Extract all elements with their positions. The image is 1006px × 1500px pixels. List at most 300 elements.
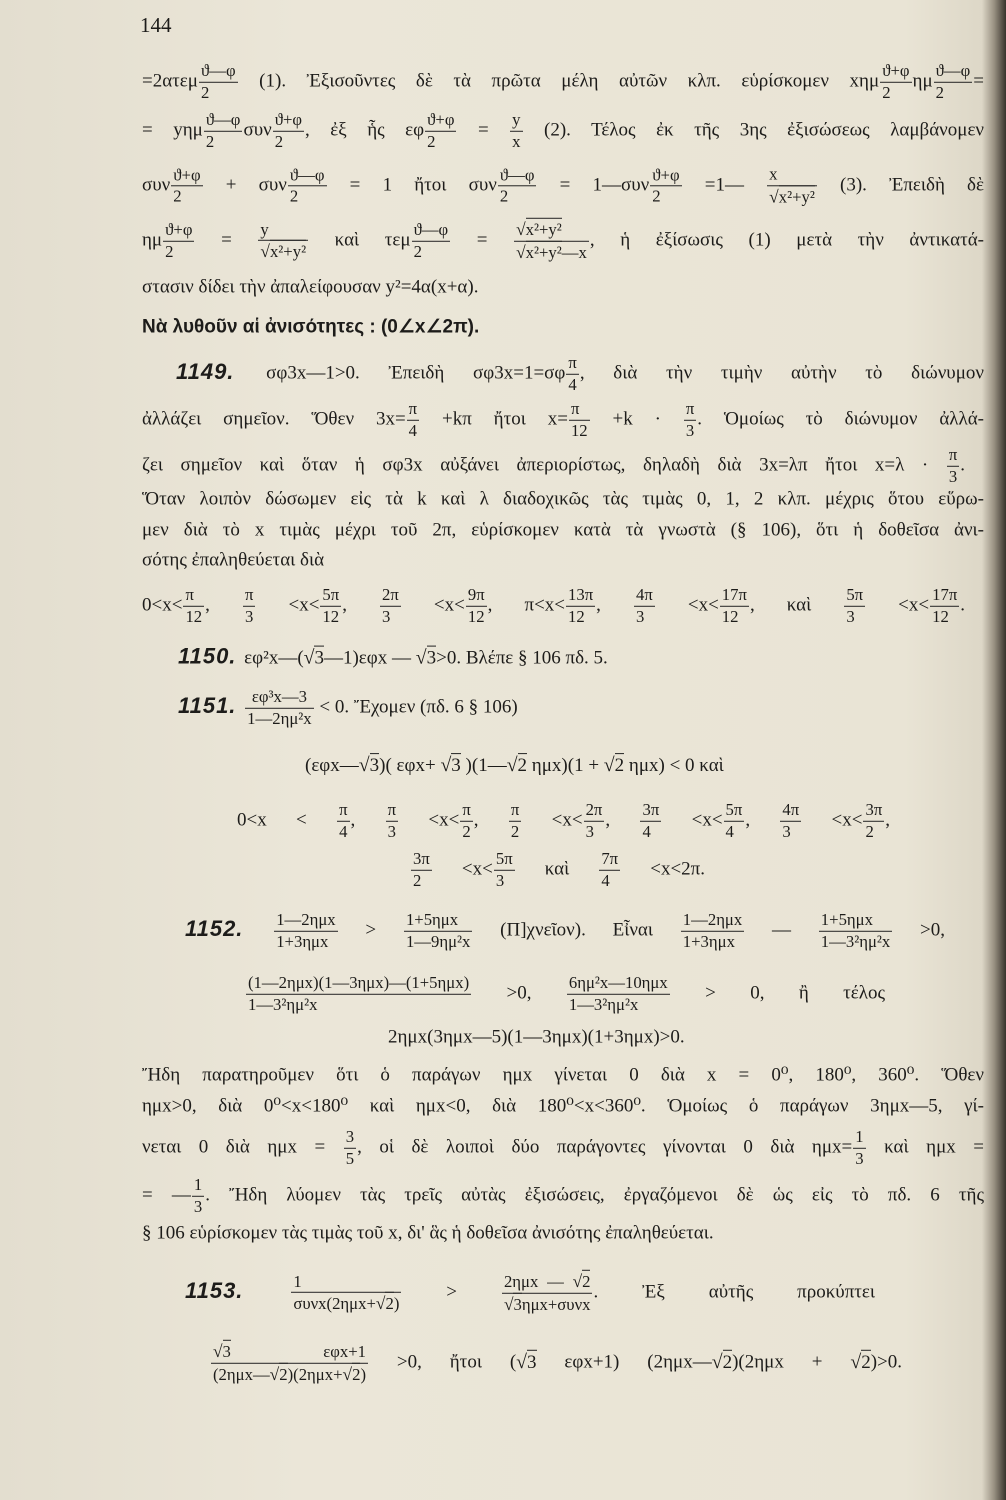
text-run: x²+y² [269,242,307,261]
fraction-numerator [460,801,472,822]
fraction [460,801,472,841]
text-run: ημx+συνx [521,1294,591,1314]
text-run: συν [243,119,272,141]
fraction-denominator [947,467,959,487]
square-root [440,755,460,776]
text-run: , π<x< [487,594,566,616]
text-run: 4 [408,420,418,440]
text-run: π [510,799,520,819]
text-line [142,489,984,512]
fraction-numerator [569,400,590,421]
fraction [509,801,521,841]
text-run: x [512,131,521,151]
fraction-denominator [407,421,419,441]
text-run: <x<2π. [621,858,705,880]
fraction-numerator [514,220,589,242]
text-run [239,696,244,717]
fraction [514,220,589,262]
fraction-denominator [192,1197,204,1217]
text-run: . [960,454,965,476]
fraction-numerator [425,111,456,132]
fraction [274,911,337,951]
fraction [466,586,487,626]
text-run: 1—3²ημ²x [248,994,318,1014]
fraction-numerator [344,1128,356,1149]
text-run: 3π [865,799,883,819]
fraction-numerator [258,220,308,241]
square-root [376,1292,394,1313]
text-run: ) [393,1294,400,1313]
square-root [304,648,324,669]
fraction-denominator [183,607,204,627]
fraction-denominator [566,375,578,395]
fraction [320,586,341,626]
text-run: ϑ+φ [173,164,201,184]
fraction [599,850,620,890]
text-run: 2π [585,799,603,819]
text-run: 0<x < [237,809,337,831]
fraction-denominator [569,421,590,441]
text-run: § 106 εὑρίσκομεν τὰς τιμὰς τοῦ x, δι' ἃς ἡ δοθεῖσα ἀνισότης ἐπαληθεύεται. [142,1222,714,1244]
text-line [142,400,984,440]
fraction-denominator [337,822,349,842]
text-run: +k · [590,408,683,430]
fraction-denominator [273,132,304,152]
text-run: )(1— [460,755,507,777]
fraction-denominator [288,187,327,207]
text-run: 2 [427,131,436,151]
fraction-numerator [320,586,341,607]
radical-sign-icon: √ [711,1350,723,1373]
text-run: ϑ—φ [205,109,241,129]
fraction-denominator [509,822,521,842]
text-run: , ἡ ἐξίσωσις (1) μετὰ τὴν ἀντικατά- [589,229,984,251]
fraction [204,111,243,151]
fraction [844,586,865,626]
fraction [386,801,398,841]
fraction-denominator [274,932,337,952]
text-line [142,165,984,206]
text-run: 2 [499,186,509,206]
text-line [142,1128,984,1168]
text-run: =1— [682,174,767,196]
text-run: . Ὁμοίως τὸ διώνυμον ἀλλά- [697,408,984,430]
text-run: 12 [322,606,340,626]
text-run: ϑ—φ [499,164,535,184]
radical-sign-icon: √ [516,1350,527,1373]
fraction-numerator [930,586,959,607]
interval-line [410,850,705,890]
radical-sign-icon: √ [516,219,526,239]
text-run: π [948,444,958,464]
fraction [411,850,432,890]
text-run: > [338,919,403,941]
fraction-numerator [844,586,865,607]
radicand [861,1349,871,1372]
fraction-numerator [274,911,337,932]
text-run: 2 [517,755,528,777]
fraction-denominator [780,822,801,842]
text-run: καὶ ημx = [866,1136,984,1158]
text-run: π [244,584,254,604]
text-line [142,520,984,543]
fraction-numerator [411,850,432,871]
text-run: (2). Τέλος ἐκ τῆς 3ης ἐξισώσεως λαμβάνομεν [523,119,985,141]
interval-line [237,801,890,841]
text-run: 4 [339,821,348,841]
text-run: 2 [861,1351,871,1373]
text-run: , [596,594,633,616]
fraction [380,586,401,626]
text-run: = [457,119,510,141]
fraction-numerator [494,850,515,871]
text-run: 3 [846,606,855,626]
fraction [947,446,959,486]
fraction-numerator [273,111,304,132]
text-run: , οἱ δὲ λοιποὶ δύο παράγοντες γίνονται 0 διὰ ημx= [357,1136,853,1158]
text-run: 4 [642,821,651,841]
fraction-denominator [171,187,202,207]
text-run: 3 [855,1148,864,1168]
fraction [412,221,451,261]
text-run: π [570,398,580,418]
text-run: στασιν δίδει τὴν ἀπαλείφουσαν y²=4α(x+α). [142,276,479,298]
text-run: >0, [472,982,566,1004]
text-run: )( εφx+ [379,755,441,777]
section-heading [142,317,479,340]
text-run: <x< [655,594,719,616]
fraction [291,1272,401,1313]
text-run: Ἤδη παρατηροῦμεν ὅτι ὁ παράγων ημx γίνεται 0 διὰ x = 0⁰, 180⁰, 360⁰. Ὅθεν [142,1064,984,1086]
radicand [513,1293,521,1314]
fraction [337,801,349,841]
fraction-denominator [584,822,605,842]
text-run: 2 [385,1294,394,1313]
text-run: Νὰ λυθοῦν αἱ ἀνισότητες : (0∠x∠2π). [142,316,480,338]
fraction-denominator [380,607,401,627]
formula-line [245,974,885,1014]
fraction-numerator [819,911,892,932]
text-line [142,111,984,151]
fraction [192,1176,204,1216]
fraction [243,586,255,626]
text-run: 1—2ημx [276,909,336,929]
text-run: ϑ+φ [274,109,303,129]
square-root [260,240,306,261]
radicand [582,1270,590,1291]
fraction-denominator [819,932,892,952]
text-run: x²+y² [778,187,815,206]
fraction-denominator [246,995,471,1015]
square-root [604,755,624,776]
square-root [270,1363,288,1384]
square-root [416,648,436,669]
text-run: 3π [413,848,430,868]
text-run: Ὅταν λοιπὸν δώσωμεν εἰς τὰ k καὶ λ διαδοχικῶς τὰς τιμὰς 0, 1, 2 κλπ. μέχρις ὅτου εὕρω- [142,488,984,510]
text-run: 2π [382,584,399,604]
text-run: . [960,594,966,616]
text-run: ϑ—φ [200,60,236,80]
text-run: , [745,809,780,831]
text-run: 2 [352,1364,361,1384]
text-run: = [451,229,514,251]
radicand [427,646,437,669]
square-root [573,1270,591,1291]
text-run: 1—2ημ²x [247,708,312,728]
text-run: <x< [401,594,465,616]
fraction-denominator [880,83,911,103]
text-run: — [745,919,818,941]
text-run: 2 [462,821,471,841]
text-run: 3 [495,870,505,890]
text-run: 1+3ημx [276,931,329,951]
fraction [425,111,456,151]
fraction [199,62,238,102]
fraction-numerator [380,586,401,607]
text-run: π [185,584,194,604]
text-line [142,277,478,300]
text-run: 1 [855,1126,864,1146]
text-run: , [473,809,508,831]
text-run: , [350,809,385,831]
text-run: 4 [725,821,734,841]
text-run: ϑ+φ [165,219,193,239]
square-root [516,218,562,239]
text-run: 3 [193,1196,203,1216]
fraction-denominator [204,132,243,152]
radical-sign-icon: √ [375,1294,386,1313]
text-run: ϑ—φ [935,60,971,80]
square-root [769,185,815,206]
fraction-numerator [245,688,313,709]
square-root [359,755,379,776]
text-run: <x< [866,594,930,616]
text-run: 1 [293,1271,302,1291]
fraction-denominator [466,607,487,627]
text-run: 4π [782,799,800,819]
problem-1149 [176,354,984,394]
text-run: 3 [451,755,461,777]
radicand [314,646,324,669]
radicand [385,1292,393,1313]
text-run: 2 [865,821,874,841]
formula-line [388,1027,685,1050]
fraction-denominator [320,607,341,627]
fraction [407,400,419,440]
text-run: ϑ—φ [413,219,449,239]
text-run: νεται 0 διὰ ημx = [142,1136,343,1158]
radical-sign-icon: √ [506,754,518,777]
fraction-denominator [245,709,313,729]
text-run: (εφx— [305,755,359,777]
fraction-numerator [863,801,884,822]
text-run: 0<x< [142,594,183,616]
fraction-numerator [566,354,578,375]
fraction-numerator [650,166,681,187]
text-run: = [973,70,984,92]
fraction [246,974,471,1014]
text-run: 2 [882,82,891,102]
text-run: >0, [893,919,946,941]
text-run: ημx)(1 + [527,755,604,777]
text-run: , καὶ [749,594,844,616]
fraction [853,1128,865,1168]
text-run: 2 [165,241,174,261]
fraction [767,165,817,206]
fraction-numerator [567,974,670,995]
fraction [640,801,661,841]
text-run: +kπ ἤτοι x= [420,408,568,430]
fraction-numerator [243,586,255,607]
text-run: (Π]χνεῖον). Εἶναι [473,919,680,941]
fraction [819,911,892,951]
text-run: 2 [614,755,625,777]
fraction-numerator [466,586,487,607]
text-run: π [387,799,397,819]
text-run: 2 [173,186,182,206]
text-line [142,62,984,102]
radicand [279,1363,287,1384]
fraction [183,586,204,626]
text-run: 4 [568,374,577,394]
fraction [569,400,590,440]
fraction-denominator [681,932,744,952]
text-run: 3 [222,1341,231,1361]
text-run: )(2ημx + [732,1351,851,1373]
fraction-numerator [566,586,595,607]
radicand [723,1349,733,1372]
text-run: (2ημx— [213,1364,270,1384]
text-run: 4 [601,870,610,890]
text-run: π [339,799,348,819]
text-run: 12 [185,606,203,626]
text-run: 17π [721,584,747,604]
text-run: 3 [369,755,380,777]
fraction-denominator [684,421,696,441]
fraction-denominator [412,242,451,262]
fraction-denominator [853,1149,865,1169]
fraction-numerator [599,850,620,871]
text-run: <x< [662,809,723,831]
fraction [344,1128,356,1168]
text-run: μεν διὰ τὸ x τιμὰς μέχρι τοῦ 2π, εὑρίσκομεν κατὰ τὰ γνωστὰ (§ 106), ὅτι ἡ δοθεῖσα ἀνι- [142,519,984,541]
text-run [246,919,273,940]
fraction-numerator [510,111,522,132]
text-run: 3 [387,821,396,841]
text-run: . Ἤδη λύομεν τὰς τρεῖς αὐτὰς ἐξισώσεις, ἐργαζόμενοι δὲ ὡς εἰς τὸ πδ. 6 τῆς [205,1184,984,1206]
text-run: x²+y² [525,219,562,239]
fraction-denominator [425,132,456,152]
fraction-denominator [514,242,589,263]
text-run: 2 [274,131,284,151]
radical-sign-icon: √ [303,646,315,669]
text-run: 3 [426,647,437,669]
radical-sign-icon: √ [603,754,615,777]
text-run: ημx) < 0 καὶ [624,755,724,777]
square-root [516,1351,536,1372]
fraction [724,801,745,841]
text-run [246,1281,290,1302]
fraction-numerator [192,1176,204,1197]
fraction-denominator [930,607,959,627]
fraction-denominator [844,607,865,627]
text-run: 5π [725,799,743,819]
text-run: 1 [193,1174,203,1194]
text-run: 3 [782,821,791,841]
text-run: 3 [585,821,594,841]
fraction-denominator [934,83,973,103]
fraction-numerator [681,911,744,932]
fraction [502,1272,593,1314]
text-run: 5π [846,584,864,604]
radical-sign-icon: √ [850,1350,862,1373]
text-run: 4π [635,584,653,604]
text-run: 1+5ημx [820,909,873,929]
text-run: >0. Βλέπε § 106 πδ. 5. [436,647,608,669]
text-run: 2 [200,82,210,102]
fraction-denominator [211,1364,368,1385]
fraction-denominator [634,607,655,627]
text-run: 2ημx — [503,1271,573,1291]
text-run: 2 [652,186,661,206]
radicand [526,218,562,239]
problem-1152 [185,911,945,951]
fraction [863,801,884,841]
text-run: 1+5ημx [405,909,459,929]
fraction [494,850,515,890]
fraction-numerator [934,62,973,83]
radical-sign-icon: √ [269,1364,280,1384]
text-run: ημx>0, διὰ 0⁰<x<180⁰ καὶ ημx<0, διὰ 180⁰<x<360⁰. Ὁμοίως ὁ παράγων 3ημx—5, γί- [142,1095,984,1117]
radicand [518,753,528,776]
fraction-denominator [411,871,432,891]
text-run: = [195,229,258,251]
fraction [273,111,304,151]
fraction-numerator [640,801,661,822]
interval-line [142,586,965,626]
text-run: 9π [467,584,485,604]
formula-line [305,754,724,778]
radical-sign-icon: √ [503,1294,514,1314]
text-run: 3 [685,420,695,440]
problem-number: 1152. [185,915,244,941]
text-run: εφ²x—( [239,647,304,669]
fraction [163,221,194,261]
page-number: 144 [140,13,172,37]
text-run: 12 [721,606,739,626]
square-root [213,1340,231,1361]
text-run: 2ημx(3ημx—5)(1—3ημx)(1+3ημx)>0. [388,1026,685,1048]
text-run: 3 [948,466,958,486]
text-run: x [769,164,778,184]
fraction-denominator [599,871,620,891]
text-run: <x< [256,594,320,616]
text-run: —1)εφx — [323,647,416,669]
text-run: = yημ [142,119,203,141]
fraction [681,911,744,951]
fraction-denominator [567,995,670,1015]
square-root [516,241,562,262]
text-run: 17π [932,584,958,604]
text-run: ϑ+φ [652,164,680,184]
text-run: 2 [722,1351,733,1373]
text-run: 3 [382,606,391,626]
fraction [650,166,681,206]
fraction-denominator [863,822,884,842]
text-run: 3 [345,1126,355,1146]
text-run: , διὰ τὴν τιμὴν αὐτὴν τὸ διώνυμον [579,362,984,384]
fraction-numerator [404,911,472,932]
